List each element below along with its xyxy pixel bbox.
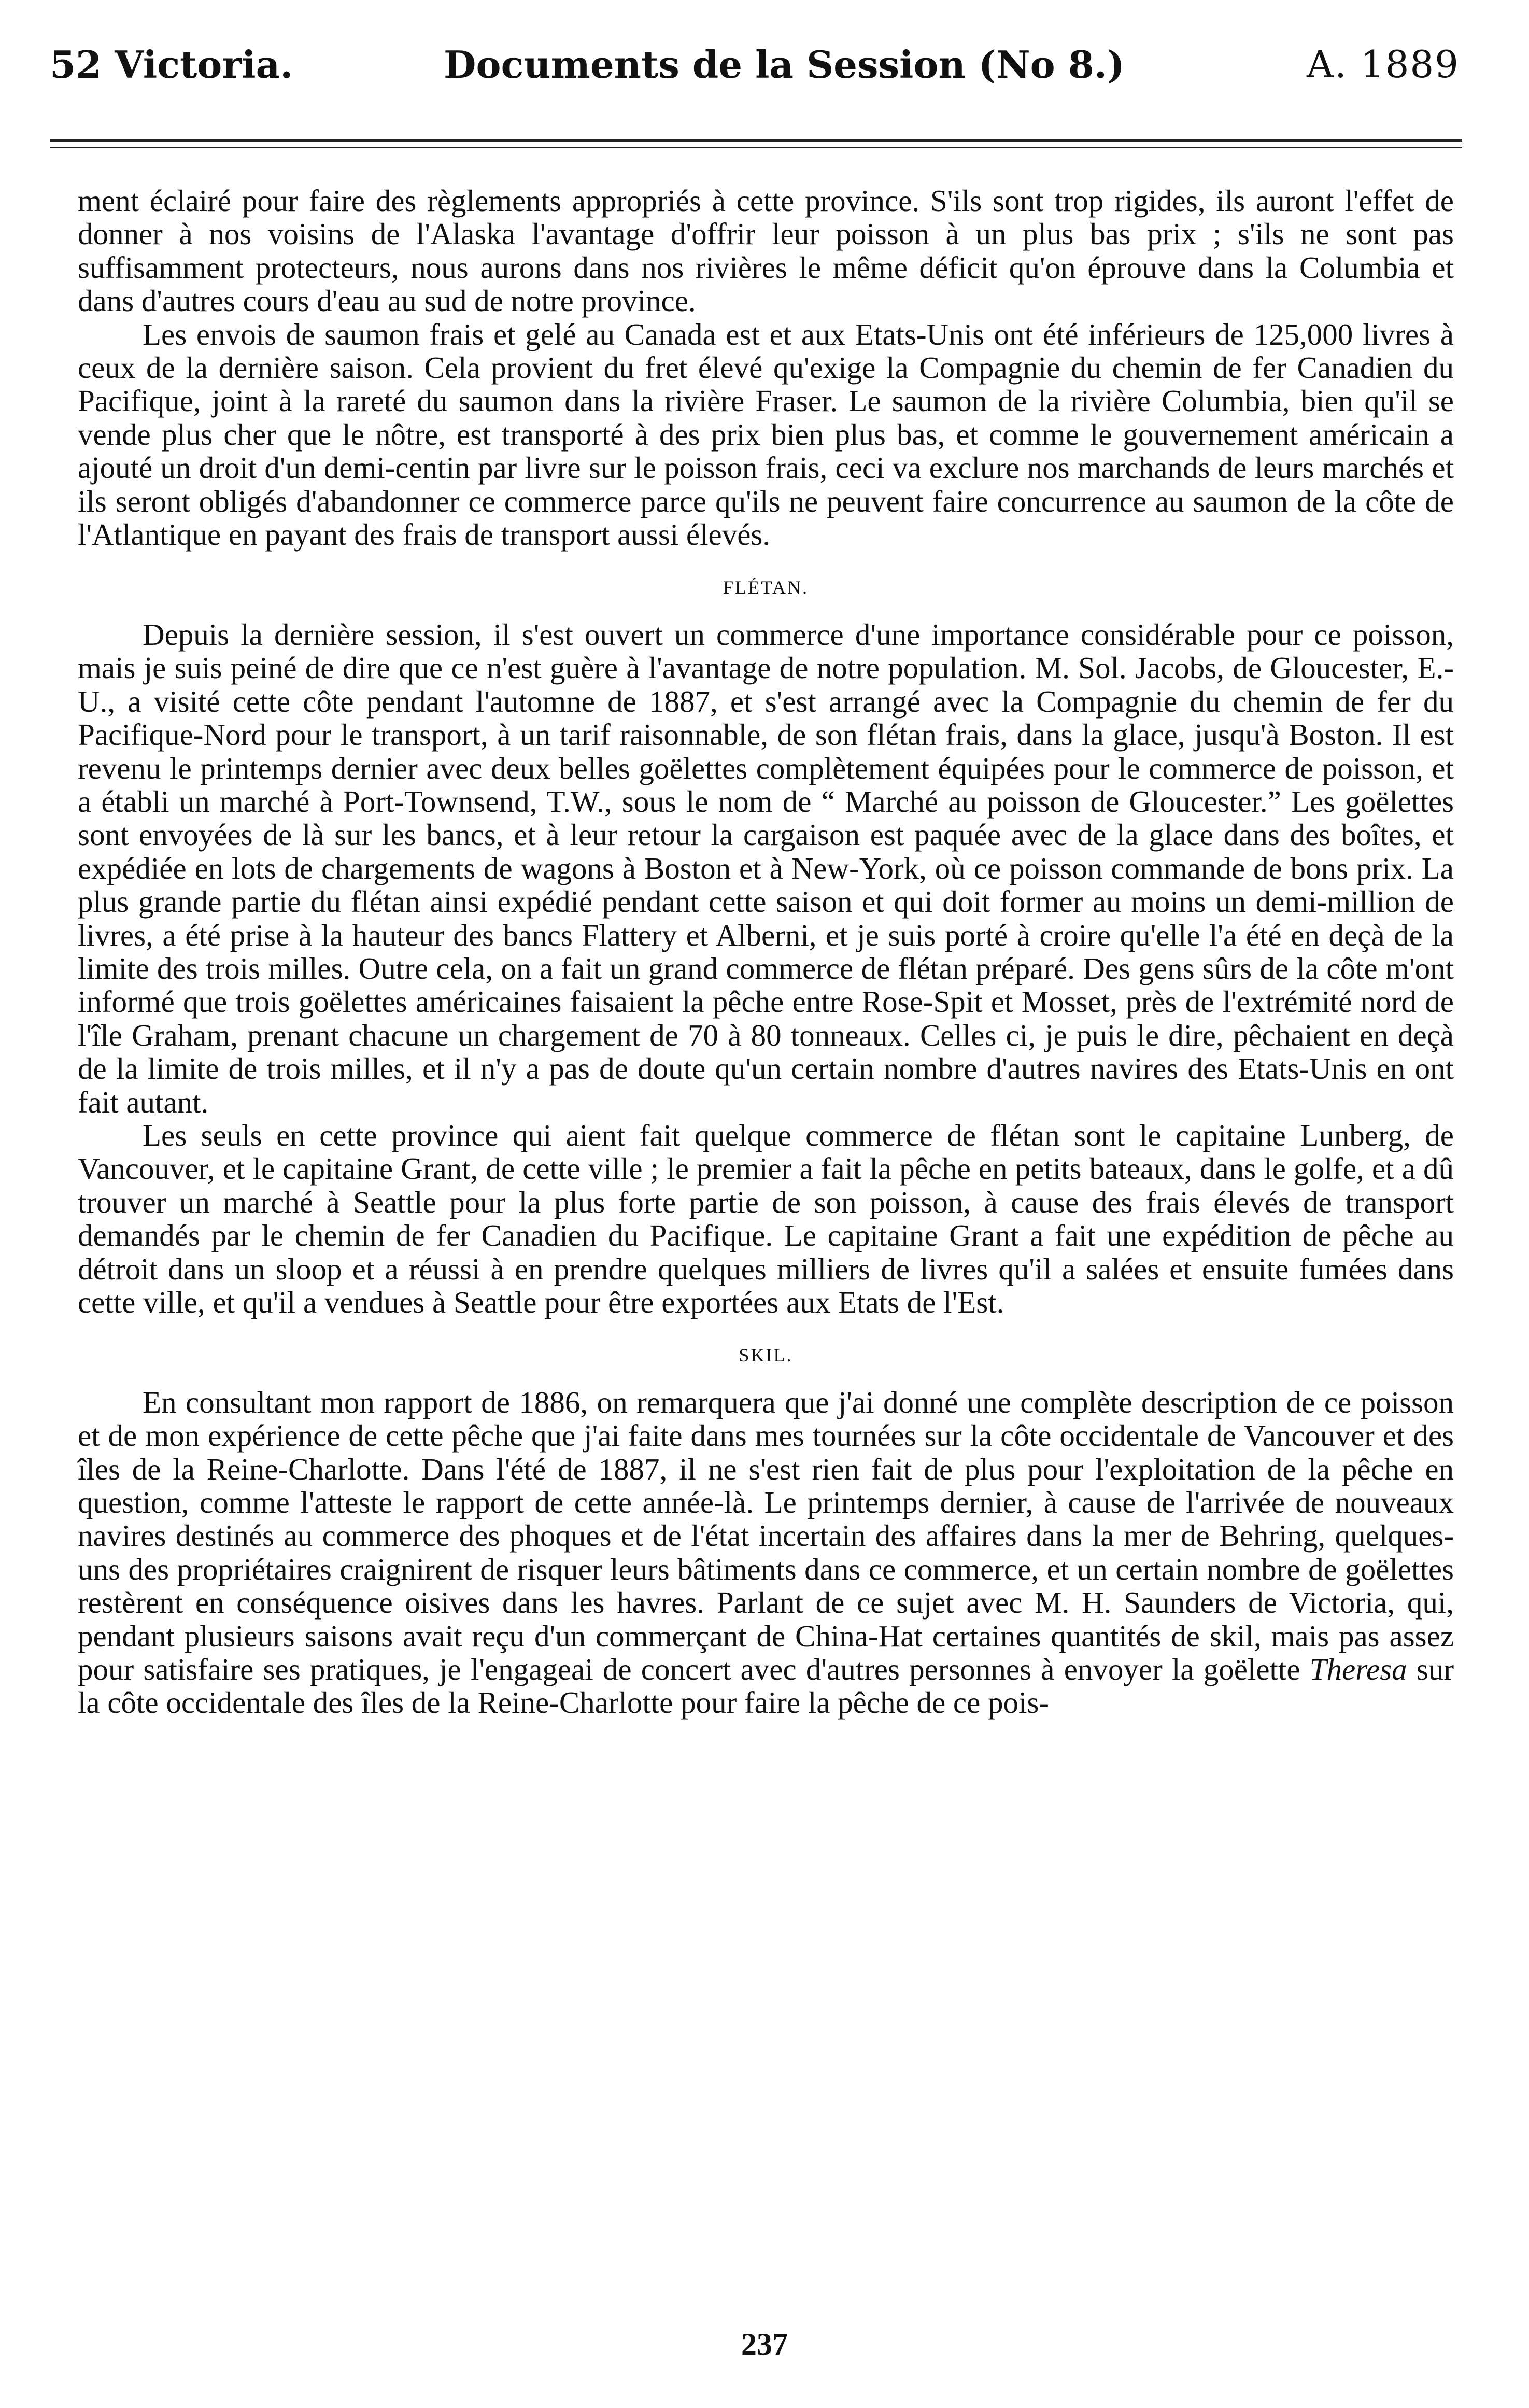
paragraph: Les envois de saumon frais et gelé au Canada est et aux Etats-Unis ont été inférieurs de 125,000 livres à ceux de la dernière saison. Cela provient du fret élevé qu'exige la Compagnie du chemin de fer Canadien du Pacifique, joint à la rareté du saumon dans la rivière Fraser. Le saumon de la rivière Columbia, bien qu'il se vende plus cher que le nôtre, est transporté à des prix bien plus bas, et comme le gouvernement américain a ajouté un droit d'un demi-centin par livre sur le poisson frais, ceci va exclure nos marchands de leurs marchés et ils seront obligés d'abandonner ce commerce parce qu'ils ne peuvent faire concurrence au saumon de la côte de l'Atlantique en payant des frais de transport aussi élevés. [78, 317, 1454, 552]
header-rule-thin [50, 147, 1462, 148]
body-text [78, 184, 1454, 1720]
page-header [50, 32, 1460, 94]
header-left: 52 Victoria. [50, 43, 293, 87]
header-rule-thick [50, 139, 1462, 142]
paragraph [78, 1386, 1454, 1720]
paragraph-text-continued: sur la côte occidentale des îles de la Reine-Charlotte pour faire la pêche de ce pois- [78, 1652, 1454, 1720]
section-heading: FLÉTAN. [723, 577, 809, 598]
header-title: Documents de la Session (No 8.) [444, 43, 1125, 87]
page-number: 237 [741, 2327, 788, 2361]
paragraph-text: En consultant mon rapport de 1886, on remarquera que j'ai donné une complète description de ce poisson et de mon expérience de cette pêche que j'ai faite dans mes tournées sur la côte occidentale de Vancouver et des îles de la Reine-Charlotte. Dans l'été de 1887, il ne s'est rien fait de plus pour l'exploitation de la pêche en question, comme l'atteste le rapport de cette année-là. Le printemps dernier, à cause de l'arrivée de nouveaux navires destinés au commerce des phoques et de l'état incertain des affaires dans la mer de Behring, quelques-uns des propriétaires craignirent de risquer leurs bâtiments dans ce commerce, et un certain nombre de goëlettes restèrent en conséquence oisives dans les havres. Parlant de ce sujet avec M. H. Saunders de Victoria, qui, pendant plusieurs saisons avait reçu d'un commerçant de China-Hat certaines quantités de skil, mais pas assez pour satisfaire ses pratiques, je l'engageai de concert avec d'autres personnes à envoyer la goëlette [78, 1385, 1454, 1687]
ship-name: Theresa [1309, 1652, 1407, 1687]
section-heading: SKIL. [739, 1345, 793, 1366]
paragraph: Depuis la dernière session, il s'est ouvert un commerce d'une importance considérable pour ce poisson, mais je suis peiné de dire que ce n'est guère à l'avantage de notre population. M. Sol. Jacobs, de Gloucester, E.-U., a visité cette côte pendant l'automne de 1887, et s'est arrangé avec la Compagnie du chemin de fer du Pacifique-Nord pour le transport, à un tarif raisonnable, de son flétan frais, dans la glace, jusqu'à Boston. Il est revenu le printemps dernier avec deux belles goëlettes complètement équipées pour le commerce de poisson, et a établi un marché à Port-Townsend, T.W., sous le nom de “ Marché au poisson de Gloucester.” Les goëlettes sont envoyées de là sur les bancs, et à leur retour la cargaison est paquée avec de la glace dans des boîtes, et expédiée en lots de chargements de wagons à Boston et à New-York, où ce poisson commande de bons prix. La plus grande partie du flétan ainsi expédié pendant cette saison et qui doit former au moins un demi-million de livres, a été prise à la hauteur des bancs Flattery et Alberni, et je suis porté à croire qu'elle l'a été en deçà de la limite des trois milles. Outre cela, on a fait un grand commerce de flétan préparé. Des gens sûrs de la côte m'ont informé que trois goëlettes américaines faisaient la pêche entre Rose-Spit et Mosset, près de l'extrémité nord de l'île Graham, prenant chacune un chargement de 70 à 80 tonneaux. Celles ci, je puis le dire, pêchaient en deçà de la limite de trois milles, et il n'y a pas de doute qu'un certain nombre d'autres navires des Etats-Unis en ont fait autant. [78, 617, 1454, 1119]
paragraph: ment éclairé pour faire des règlements appropriés à cette province. S'ils sont trop rigides, ils auront l'effet de donner à nos voisins de l'Alaska l'avantage d'offrir leur poisson à un plus bas prix ; s'ils ne sont pas suffisamment protecteurs, nous aurons dans nos rivières le même déficit qu'on éprouve dans la Columbia et dans d'autres cours d'eau au sud de notre province. [78, 184, 1454, 318]
header-right: A. 1889 [1306, 43, 1460, 86]
paragraph: Les seuls en cette province qui aient fait quelque commerce de flétan sont le capitaine Lunberg, de Vancouver, et le capitaine Grant, de cette ville ; le premier a fait la pêche en petits bateaux, dans le golfe, et a dû trouver un marché à Seattle pour la plus forte partie de son poisson, à cause des frais élevés de transport demandés par le chemin de fer Canadien du Pacifique. Le capitaine Grant a fait une expédition de pêche au détroit dans un sloop et a réussi à en prendre quelques milliers de livres qu'il a salées et ensuite fumées dans cette ville, et qu'il a vendues à Seattle pour être exportées aux Etats de l'Est. [78, 1118, 1454, 1319]
